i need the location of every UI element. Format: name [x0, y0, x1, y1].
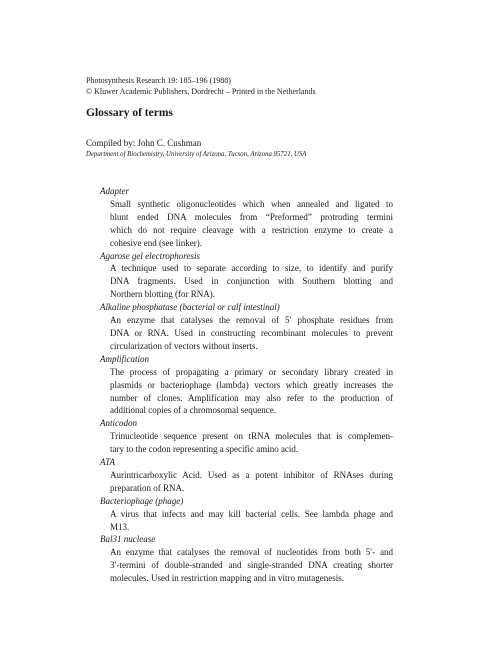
author-affiliation: Department of Biochemistry, University of Arizona, Tucson, Arizona 85721, USA: [86, 151, 307, 158]
definition-line: blunt ended DNA molecules from “Preformed” protruding termini: [110, 211, 393, 222]
definition-line: Small synthetic oligonucleotides which when annealed and ligated to: [110, 198, 393, 209]
glossary-entry: [100, 353, 393, 418]
glossary-term: Bal31 nuclease: [100, 534, 156, 545]
glossary-term: Bacteriophage (phage): [100, 495, 184, 506]
definition-line: molecules. Used in restriction mapping and in vitro mutagenesis.: [110, 573, 344, 584]
definition-line: circularization of vectors without inserts.: [110, 340, 258, 351]
definition-line: preparation of RNA.: [110, 482, 185, 493]
glossary-entry: [100, 301, 393, 353]
glossary-term: Amplification: [100, 353, 149, 364]
publisher-line: © Kluwer Academic Publishers, Dordrecht – Printed in the Netherlands: [86, 86, 316, 96]
definition-line: Northern blotting (for RNA).: [110, 289, 215, 300]
definition-line: additional copies of a chromosomal sequence.: [110, 405, 276, 416]
glossary-term: ATA: [100, 457, 115, 468]
definition-line: Trinucleotide sequence present on tRNA molecules that is complemen-: [110, 431, 393, 442]
glossary-entry: [100, 495, 393, 534]
definition-line: A technique used to separate according to size, to identify and purify: [110, 263, 393, 274]
glossary-term: Anticodon: [100, 418, 137, 429]
definition-line: M13.: [110, 521, 130, 532]
page-title: Glossary of terms: [86, 107, 173, 119]
definition-line: 3′-termini of double-stranded and single-stranded DNA creating shorter: [110, 560, 393, 571]
definition-line: cohesive end (see linker).: [110, 237, 202, 248]
glossary-entry: [100, 533, 393, 585]
journal-header: [86, 76, 316, 97]
definition-line: Aurintricarboxylic Acid. Used as a potent inhibitor of RNAses during: [110, 469, 393, 480]
author-byline: Compiled by: John C. Cushman: [86, 138, 202, 148]
definition-line: An enzyme that catalyses the removal of nucleotides from both 5′- and: [110, 547, 393, 558]
glossary-term: Adapter: [100, 186, 129, 196]
glossary-entry: [100, 185, 393, 250]
definition-line: plasmids or bacteriophage (lambda) vectors which greatly increases the: [110, 379, 393, 390]
definition-line: An enzyme that catalyses the removal of 5′ phosphate residues from: [110, 315, 393, 326]
glossary-entry: [100, 417, 393, 456]
glossary-entry: [100, 250, 393, 302]
definition-line: which do not require cleavage with a restriction enzyme to create a: [110, 224, 393, 235]
definition-line: DNA fragments. Used in conjunction with Southern blotting and: [110, 276, 393, 287]
definition-line: tary to the codon representing a specific amino acid.: [110, 444, 299, 455]
definition-line: number of clones. Amplification may also refer to the production of: [110, 392, 393, 403]
journal-citation: Photosynthesis Research 19: 185–196 (1988): [86, 76, 231, 85]
glossary-term: Alkaline phosphatase (bacterial or calf intestinal): [100, 302, 280, 313]
definition-line: DNA or RNA. Used in constructing recombinant molecules to prevent: [110, 327, 393, 338]
glossary-entry: [100, 456, 393, 495]
definition-line: A virus that infects and may kill bacterial cells. See lambda phage and: [110, 508, 393, 519]
glossary-term: Agarose gel electrophoresis: [100, 250, 200, 261]
glossary-list: [100, 185, 393, 585]
definition-line: The process of propagating a primary or secondary library created in: [110, 366, 393, 377]
